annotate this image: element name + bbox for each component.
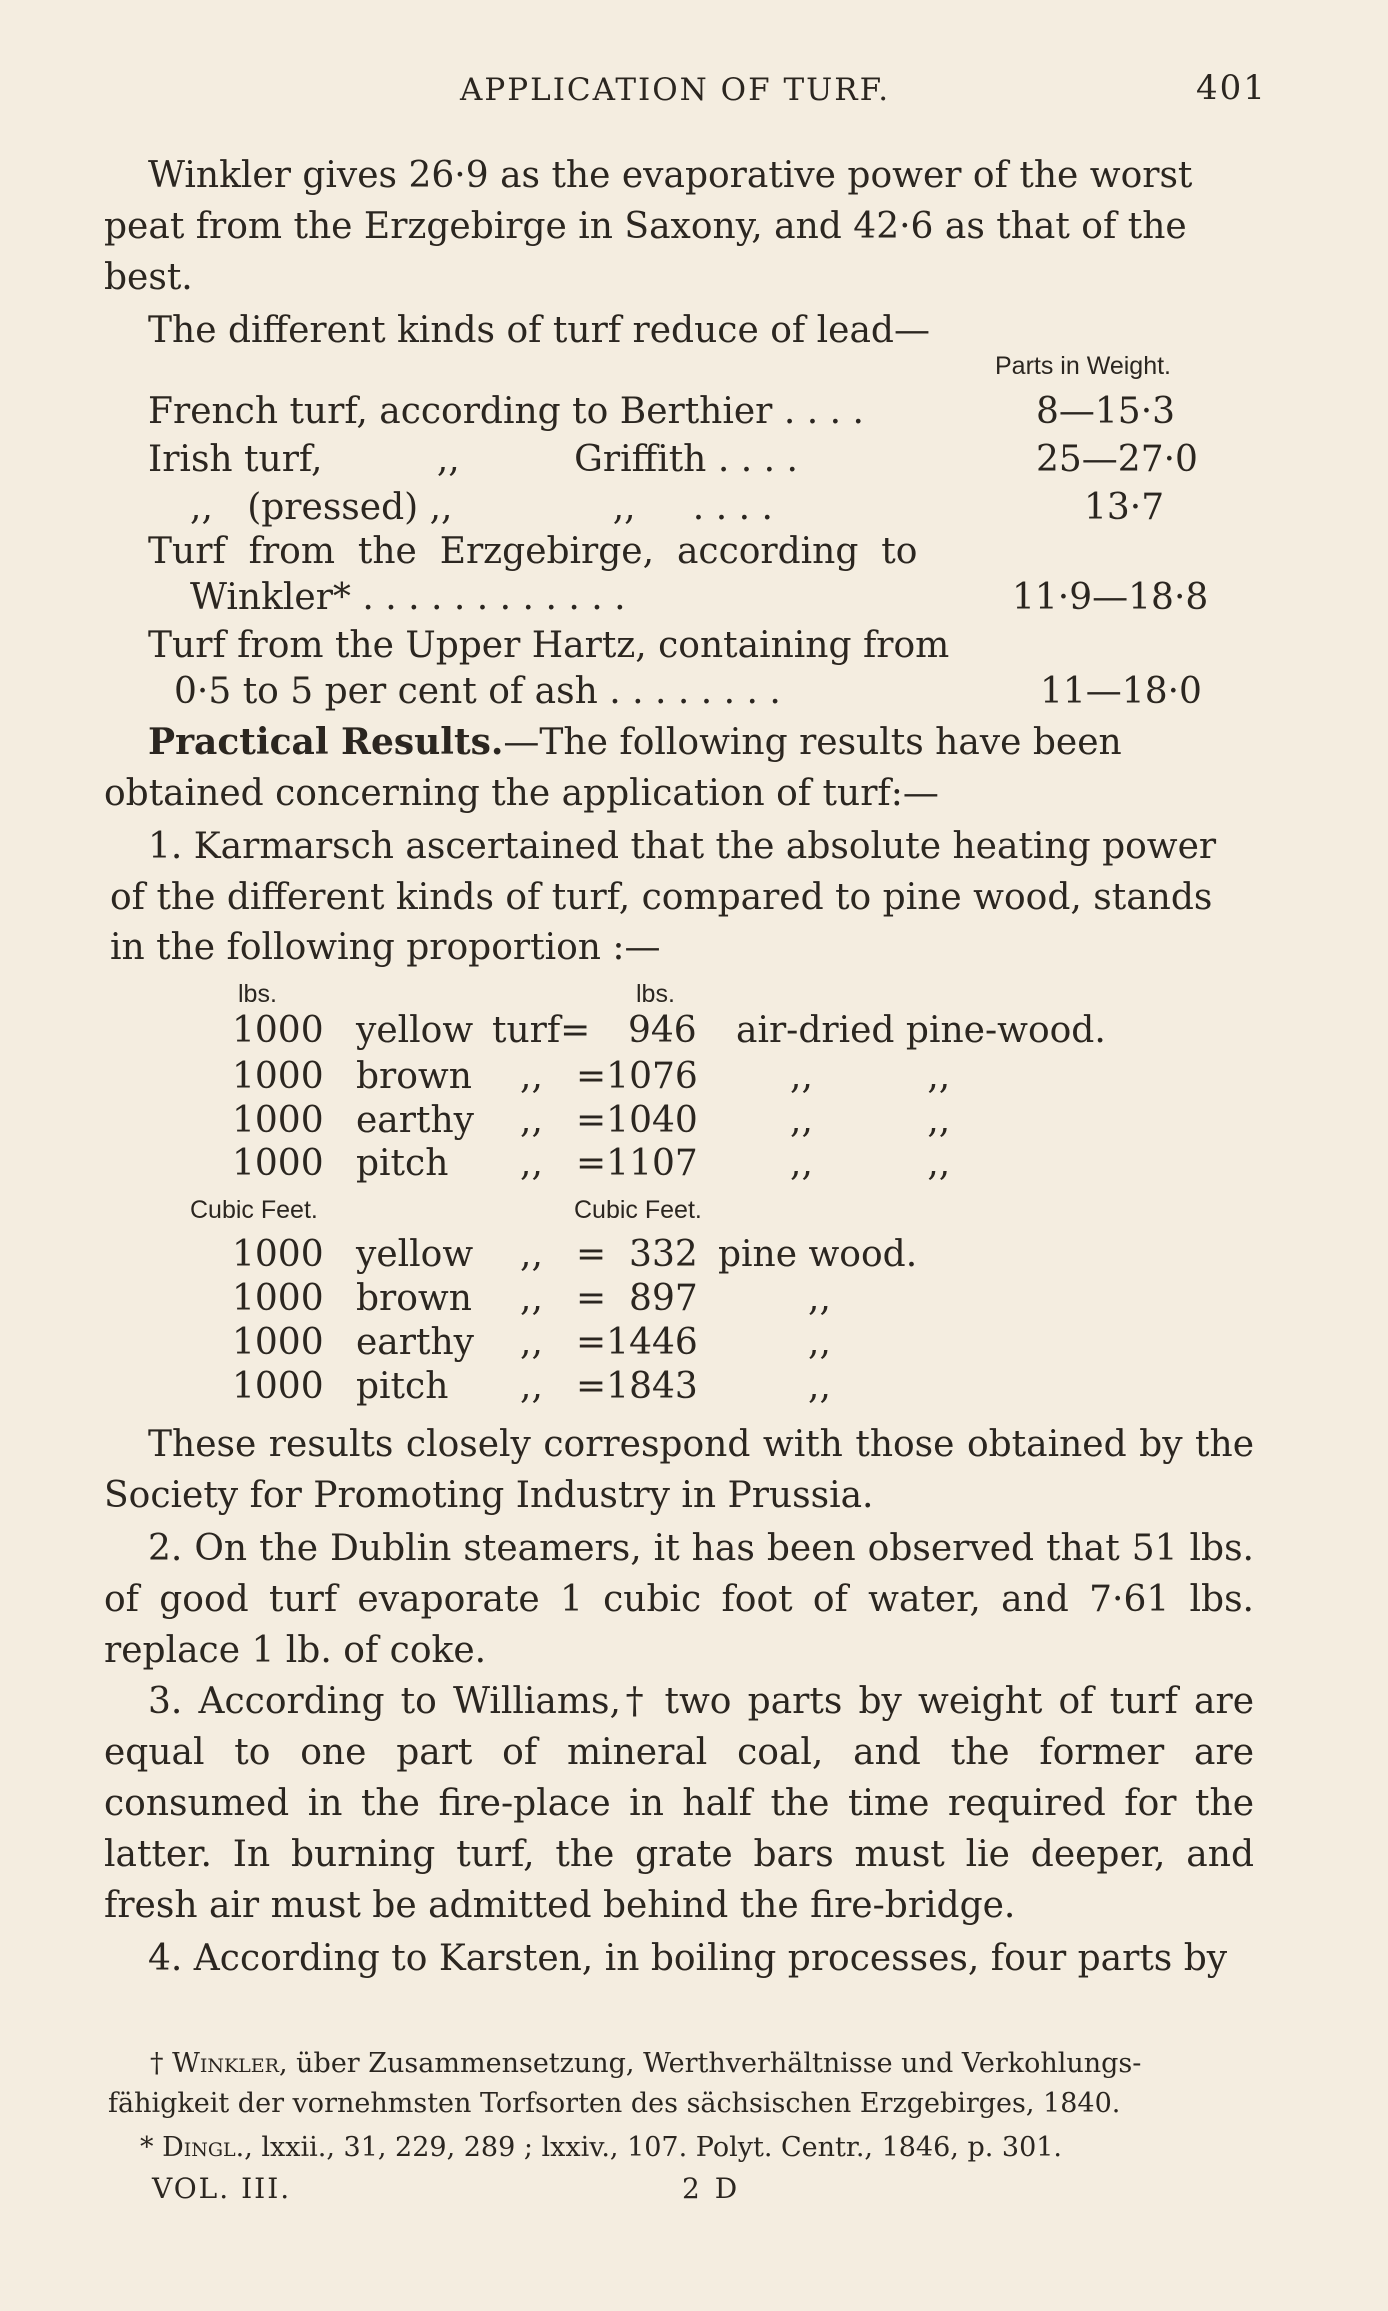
lead-row-label: ,, (pressed) ,, ,, . . . . (190, 487, 773, 528)
lead-row-value: 8—15·3 (1036, 391, 1176, 432)
turf-kind: earthy (356, 1322, 474, 1363)
practical-results-line-2: obtained concerning the application of turf:— (104, 773, 939, 814)
result: ,, (808, 1366, 831, 1407)
lead-table-column-header: Parts in Weight. (995, 352, 1172, 380)
ditto: ,, (520, 1143, 543, 1184)
footnote-text: lxxii., 31, 229, 289 ; lxxiv., 107. Polyt. Centr., 1846, p. 301. (261, 2132, 1063, 2163)
lead-row-label: Irish turf, ,, Griffith . . . . (148, 439, 798, 480)
result: ,, ,, (790, 1056, 951, 1097)
ditto: ,, (520, 1056, 543, 1097)
turf-kind: brown (356, 1056, 472, 1097)
qty: 1000 (232, 1322, 324, 1363)
result: air-dried pine-wood. (736, 1010, 1106, 1051)
result: pine wood. (718, 1234, 918, 1275)
item-3-paragraph: 3. According to Williams,† two parts by weight of turf are equal to one part of mineral coal, and the former are consumed in the fire-place in half the time required for the latter. In burning turf, the grate bars must lie deeper, and fresh air must be admitted behind the fire-bridge. (104, 1681, 1254, 1926)
ditto: ,, (520, 1278, 543, 1319)
lead-row-label: Turf from the Upper Hartz, containing from (148, 625, 950, 666)
results-correspond-paragraph: These results closely correspond with those obtained by the Society for Promoting Industry in Prussia. (104, 1424, 1254, 1516)
result: ,, (808, 1278, 831, 1319)
footnote-dagger-line-2: fähigkeit der vornehmsten Torfsorten des sächsischen Erzgebirges, 1840. (108, 2088, 1121, 2119)
equivalent: = 897 (576, 1278, 698, 1319)
practical-results-line-1 (148, 717, 1122, 768)
ditto: turf= (492, 1010, 591, 1051)
page-number: 401 (1196, 68, 1267, 108)
qty: 1000 (232, 1056, 324, 1097)
lead-row-label: Winkler* . . . . . . . . . . . . (190, 577, 626, 618)
signature-mark: 2 D (682, 2172, 741, 2205)
footnote-star (140, 2128, 1062, 2167)
ditto: ,, (520, 1234, 543, 1275)
qty: 1000 (232, 1100, 324, 1141)
lead-row-label: Turf from the Erzgebirge, according to (148, 531, 918, 572)
practical-results-text: —The following results have been (503, 722, 1122, 763)
item-1-line-1: 1. Karmarsch ascertained that the absolute heating power (148, 826, 1217, 867)
equivalent: =1107 (576, 1143, 698, 1184)
qty: 1000 (232, 1143, 324, 1184)
footnote-text: über Zusammensetzung, Werthverhältnisse und Verkohlungs- (296, 2048, 1142, 2079)
ditto: ,, (520, 1322, 543, 1363)
practical-results-heading: Practical Results. (148, 721, 504, 763)
equivalent: 946 (628, 1010, 697, 1051)
lead-row-label: 0·5 to 5 per cent of ash . . . . . . . . (174, 671, 781, 712)
result: ,, ,, (790, 1143, 951, 1184)
turf-kind: pitch (356, 1143, 449, 1184)
footnote-author: † Winkler, (150, 2048, 288, 2079)
lead-row-value: 11·9—18·8 (1012, 577, 1209, 618)
volume-header-right: Cubic Feet. (574, 1196, 702, 1224)
turf-kind: earthy (356, 1100, 474, 1141)
qty: 1000 (232, 1278, 324, 1319)
lead-row-value: 25—27·0 (1036, 439, 1198, 480)
footnote-author: * Dingl., (140, 2132, 253, 2163)
lead-table-intro: The different kinds of turf reduce of lead— (148, 310, 930, 351)
weight-header-left: lbs. (238, 980, 277, 1008)
qty: 1000 (232, 1010, 324, 1051)
ditto: ,, (520, 1100, 543, 1141)
turf-kind: yellow (356, 1234, 474, 1275)
footnote-dagger-line-1 (150, 2044, 1141, 2083)
item-4-line: 4. According to Karsten, in boiling processes, four parts by (148, 1938, 1228, 1979)
lead-row-value: 13·7 (1084, 487, 1165, 528)
turf-kind: brown (356, 1278, 472, 1319)
qty: 1000 (232, 1366, 324, 1407)
lead-row-value: 11—18·0 (1040, 671, 1202, 712)
qty: 1000 (232, 1234, 324, 1275)
volume-label: VOL. III. (152, 2172, 292, 2205)
equivalent: =1446 (576, 1322, 698, 1363)
equivalent: =1076 (576, 1056, 698, 1097)
item-1-line-2: of the different kinds of turf, compared to pine wood, stands (110, 877, 1213, 918)
result: ,, (808, 1322, 831, 1363)
intro-line-3: best. (104, 257, 193, 298)
item-2-paragraph: 2. On the Dublin steamers, it has been observed that 51 lbs. of good turf evaporate 1 cubic foot of water, and 7·61 lbs. replace 1 lb. of coke. (104, 1528, 1254, 1671)
weight-header-right: lbs. (636, 980, 675, 1008)
equivalent: =1040 (576, 1100, 698, 1141)
intro-line-2: peat from the Erzgebirge in Saxony, and 42·6 as that of the (104, 206, 1187, 247)
intro-line-1: Winkler gives 26·9 as the evaporative power of the worst (148, 155, 1193, 196)
running-title: APPLICATION OF TURF. (460, 72, 891, 108)
ditto: ,, (520, 1366, 543, 1407)
turf-kind: pitch (356, 1366, 449, 1407)
item-1-line-3: in the following proportion :— (110, 927, 661, 968)
equivalent: =1843 (576, 1366, 698, 1407)
result: ,, ,, (790, 1100, 951, 1141)
equivalent: = 332 (576, 1234, 698, 1275)
turf-kind: yellow (356, 1010, 474, 1051)
lead-row-label: French turf, according to Berthier . . . . (148, 391, 864, 432)
volume-header-left: Cubic Feet. (190, 1196, 318, 1224)
